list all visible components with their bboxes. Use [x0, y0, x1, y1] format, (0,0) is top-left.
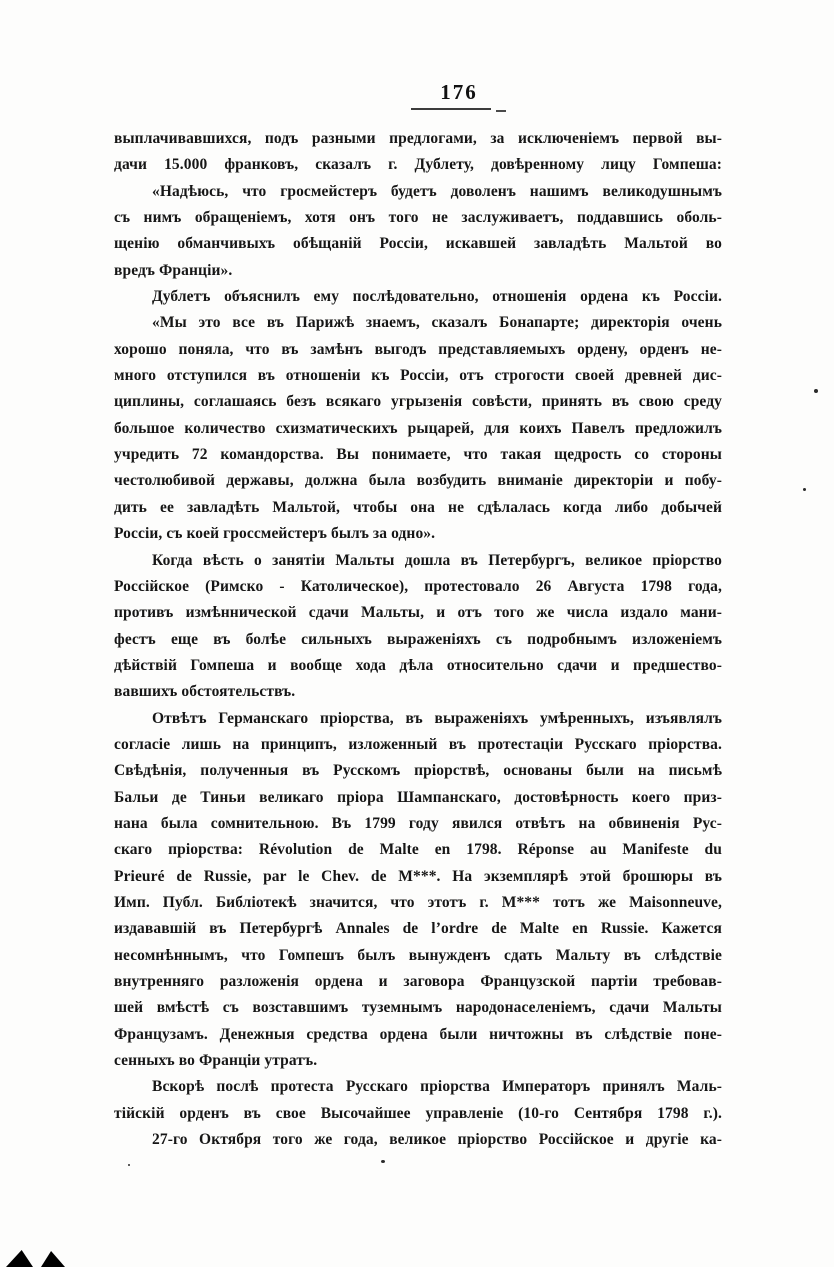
text-line: Французамъ. Денежныя средства ордена были ничтожны въ слѣдствіе поне-: [114, 1025, 722, 1043]
text-line: вредъ Франціи».: [114, 261, 233, 279]
paragraph: [114, 310, 722, 547]
text-line: щенію обманчивыхъ обѣщаній Россіи, искавшей завладѣть Мальтой во: [114, 235, 722, 253]
text-line: скаго пріорства: Révolution de Malte en 1798. Réponse au Manifeste du: [114, 841, 722, 859]
text-line: «Надѣюсь, что гросмейстеръ будетъ доволенъ нашимъ великодушнымъ: [152, 182, 722, 200]
text-line: противъ измѣннической сдачи Мальты, и отъ того же числа издало мани-: [114, 604, 722, 622]
paragraph: [114, 126, 722, 179]
text-line: несомнѣннымъ, что Гомпешъ былъ вынужденъ сдать Мальту въ слѣдствіе: [114, 946, 722, 964]
ink-speck: [803, 488, 806, 491]
text-line: сенныхъ во Франціи утратъ.: [114, 1052, 318, 1070]
text-line: дѣйствій Гомпеша и вообще хода дѣла относительно сдачи и предшество-: [114, 656, 722, 674]
print-artifact-triangle: [41, 1251, 65, 1267]
text-line: фестъ еще въ болѣе сильныхъ выраженіяхъ съ подробнымъ изложеніемъ: [114, 630, 722, 648]
text-line: Когда вѣсть о занятіи Мальты дошла въ Петербургъ, великое пріорство: [152, 551, 722, 569]
paragraph: [114, 548, 722, 706]
print-artifact-triangle: [6, 1250, 33, 1267]
text-line: большое количество схизматическихъ рыцарей, для коихъ Павелъ предложилъ: [114, 419, 722, 437]
paragraph: [114, 706, 722, 1075]
text-line: Имп. Публ. Библіотекѣ значится, что этотъ г. M*** тотъ же Maisonneuve,: [114, 893, 722, 911]
paragraph: [114, 179, 722, 284]
text-line: Prieuré de Russie, par le Chev. de M***. На экземплярѣ этой брошюры въ: [114, 867, 722, 885]
text-line: вавшихъ обстоятельствъ.: [114, 683, 296, 701]
text-line: честолюбивой державы, должна была возбудить вниманіе директоріи и побу-: [114, 472, 722, 490]
text-line: «Мы это все въ Парижѣ знаемъ, сказалъ Бонапарте; директорія очень: [152, 314, 722, 332]
text-line: Вскорѣ послѣ протеста Русскаго пріорства Императоръ принялъ Маль-: [152, 1078, 722, 1096]
text-line: Бальи де Тиньи великаго пріора Шампанскаго, достовѣрность коего приз-: [114, 788, 722, 806]
text-line: Россійское (Римско - Католическое), протестовало 26 Августа 1798 года,: [114, 577, 722, 595]
ink-speck: [381, 1160, 385, 1163]
page-number: 176: [440, 80, 478, 104]
text-line: Свѣдѣнія, полученныя въ Русскомъ пріорствѣ, основаны были на письмѣ: [114, 762, 722, 780]
text-line: дить ее завладѣть Мальтой, чтобы она не сдѣлалась когда либо добычей: [114, 498, 722, 516]
ink-speck: [814, 389, 818, 393]
text-line: нана была сомнительною. Въ 1799 году явился отвѣтъ на обвиненія Рус-: [114, 814, 722, 832]
text-line: учредить 72 командорства. Вы понимаете, что такая щедрость со стороны: [114, 446, 722, 464]
text-line: согласіе лишь на принципъ, изложенный въ протестаціи Русскаго пріорства.: [114, 735, 722, 753]
text-line: шей вмѣстѣ съ возставшимъ туземнымъ народонаселеніемъ, сдачи Мальты: [114, 999, 722, 1017]
text-line: тійскій орденъ въ свое Высочайшее управленіе (10-го Сентября 1798 г.).: [114, 1104, 722, 1122]
text-line: хорошо поняла, что въ замѣнъ выгодъ представляемыхъ ордену, орденъ не-: [114, 340, 722, 358]
text-line: Дублетъ объяснилъ ему послѣдовательно, отношенія ордена къ Россіи.: [152, 288, 722, 306]
text-line: циплины, соглашаясь безъ всякаго угрызенія совѣсти, принять въ свою среду: [114, 393, 722, 411]
text-line: 27-го Октября того же года, великое пріорство Россійское и другіе ка-: [152, 1131, 722, 1149]
text-line: Отвѣтъ Германскаго пріорства, въ выраженіяхъ умѣренныхъ, изъявлялъ: [152, 709, 722, 727]
paragraph: [114, 284, 722, 310]
text-line: много отступился въ отношеніи къ Россіи, отъ строгости своей древней дис-: [114, 367, 722, 385]
paragraph: [114, 1074, 722, 1127]
ink-speck: [128, 1164, 130, 1166]
text-line: внутренняго разложенія ордена и заговора Французской партіи требовав-: [114, 973, 722, 990]
paragraph: [114, 1127, 722, 1153]
text-line: издававшій въ Петербургѣ Annales de l’ordre de Malte en Russie. Кажется: [114, 920, 722, 938]
page-text: [114, 126, 722, 1153]
text-line: Россіи, съ коей гроссмейстеръ былъ за одно».: [114, 525, 436, 543]
page-number-dash: [496, 110, 506, 112]
text-line: выплачивавшихся, подъ разными предлогами, за исключеніемъ первой вы-: [114, 130, 722, 147]
page-number-rule: [411, 108, 491, 110]
text-line: съ нимъ обращеніемъ, хотя онъ того не заслуживаетъ, поддавшись оболь-: [114, 209, 722, 227]
text-line: дачи 15.000 франковъ, сказалъ г. Дублету, довѣренному лицу Гомпеша:: [114, 156, 722, 174]
